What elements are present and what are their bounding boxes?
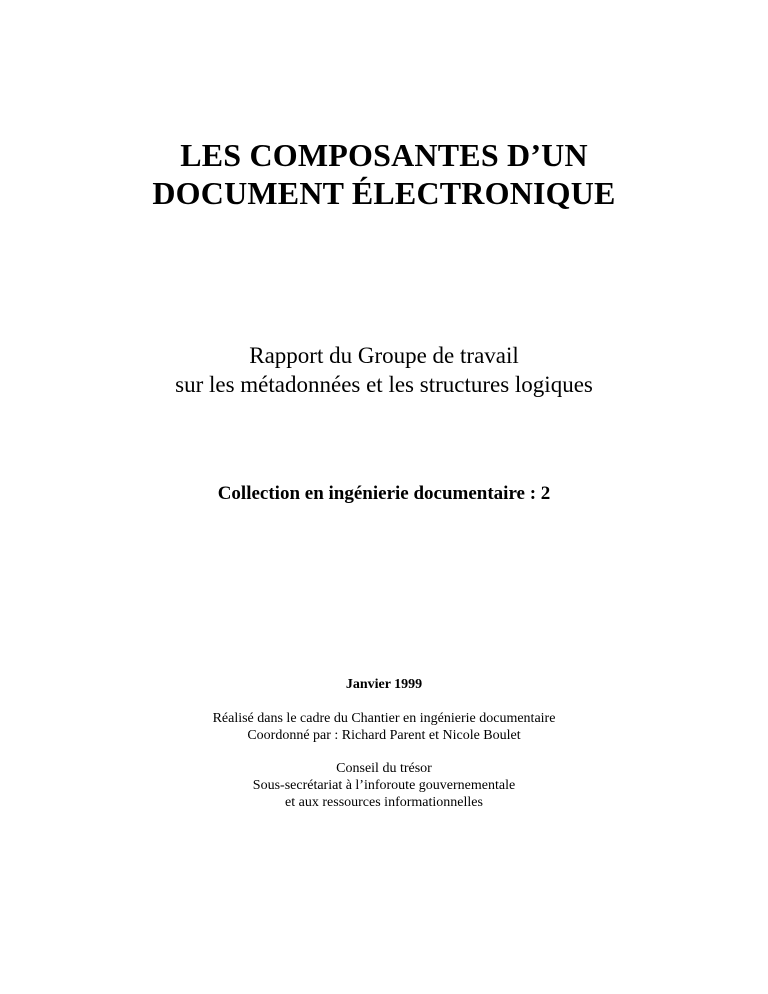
organization-block	[0, 760, 768, 811]
document-title	[0, 136, 768, 212]
organization-line-3: et aux ressources informationnelles	[285, 795, 483, 810]
subtitle-line-1: Rapport du Groupe de travail	[249, 343, 519, 368]
credits-line-1: Réalisé dans le cadre du Chantier en ingénierie documentaire	[212, 711, 556, 726]
collection-text: Collection en ingénierie documentaire : 2	[217, 483, 551, 504]
collection-label	[0, 482, 768, 506]
credits-block	[0, 710, 768, 744]
date-text: Janvier 1999	[345, 677, 423, 692]
organization-line-2: Sous-secrétariat à l’inforoute gouvernementale	[252, 778, 516, 793]
credits-line-2: Coordonné par : Richard Parent et Nicole Boulet	[247, 728, 521, 743]
organization-line-1: Conseil du trésor	[336, 761, 432, 776]
publication-date	[0, 676, 768, 694]
title-line-2: DOCUMENT ÉLECTRONIQUE	[152, 175, 616, 211]
document-subtitle	[0, 341, 768, 399]
title-line-1: LES COMPOSANTES D’UN	[180, 137, 588, 173]
subtitle-line-2: sur les métadonnées et les structures logiques	[175, 372, 593, 397]
